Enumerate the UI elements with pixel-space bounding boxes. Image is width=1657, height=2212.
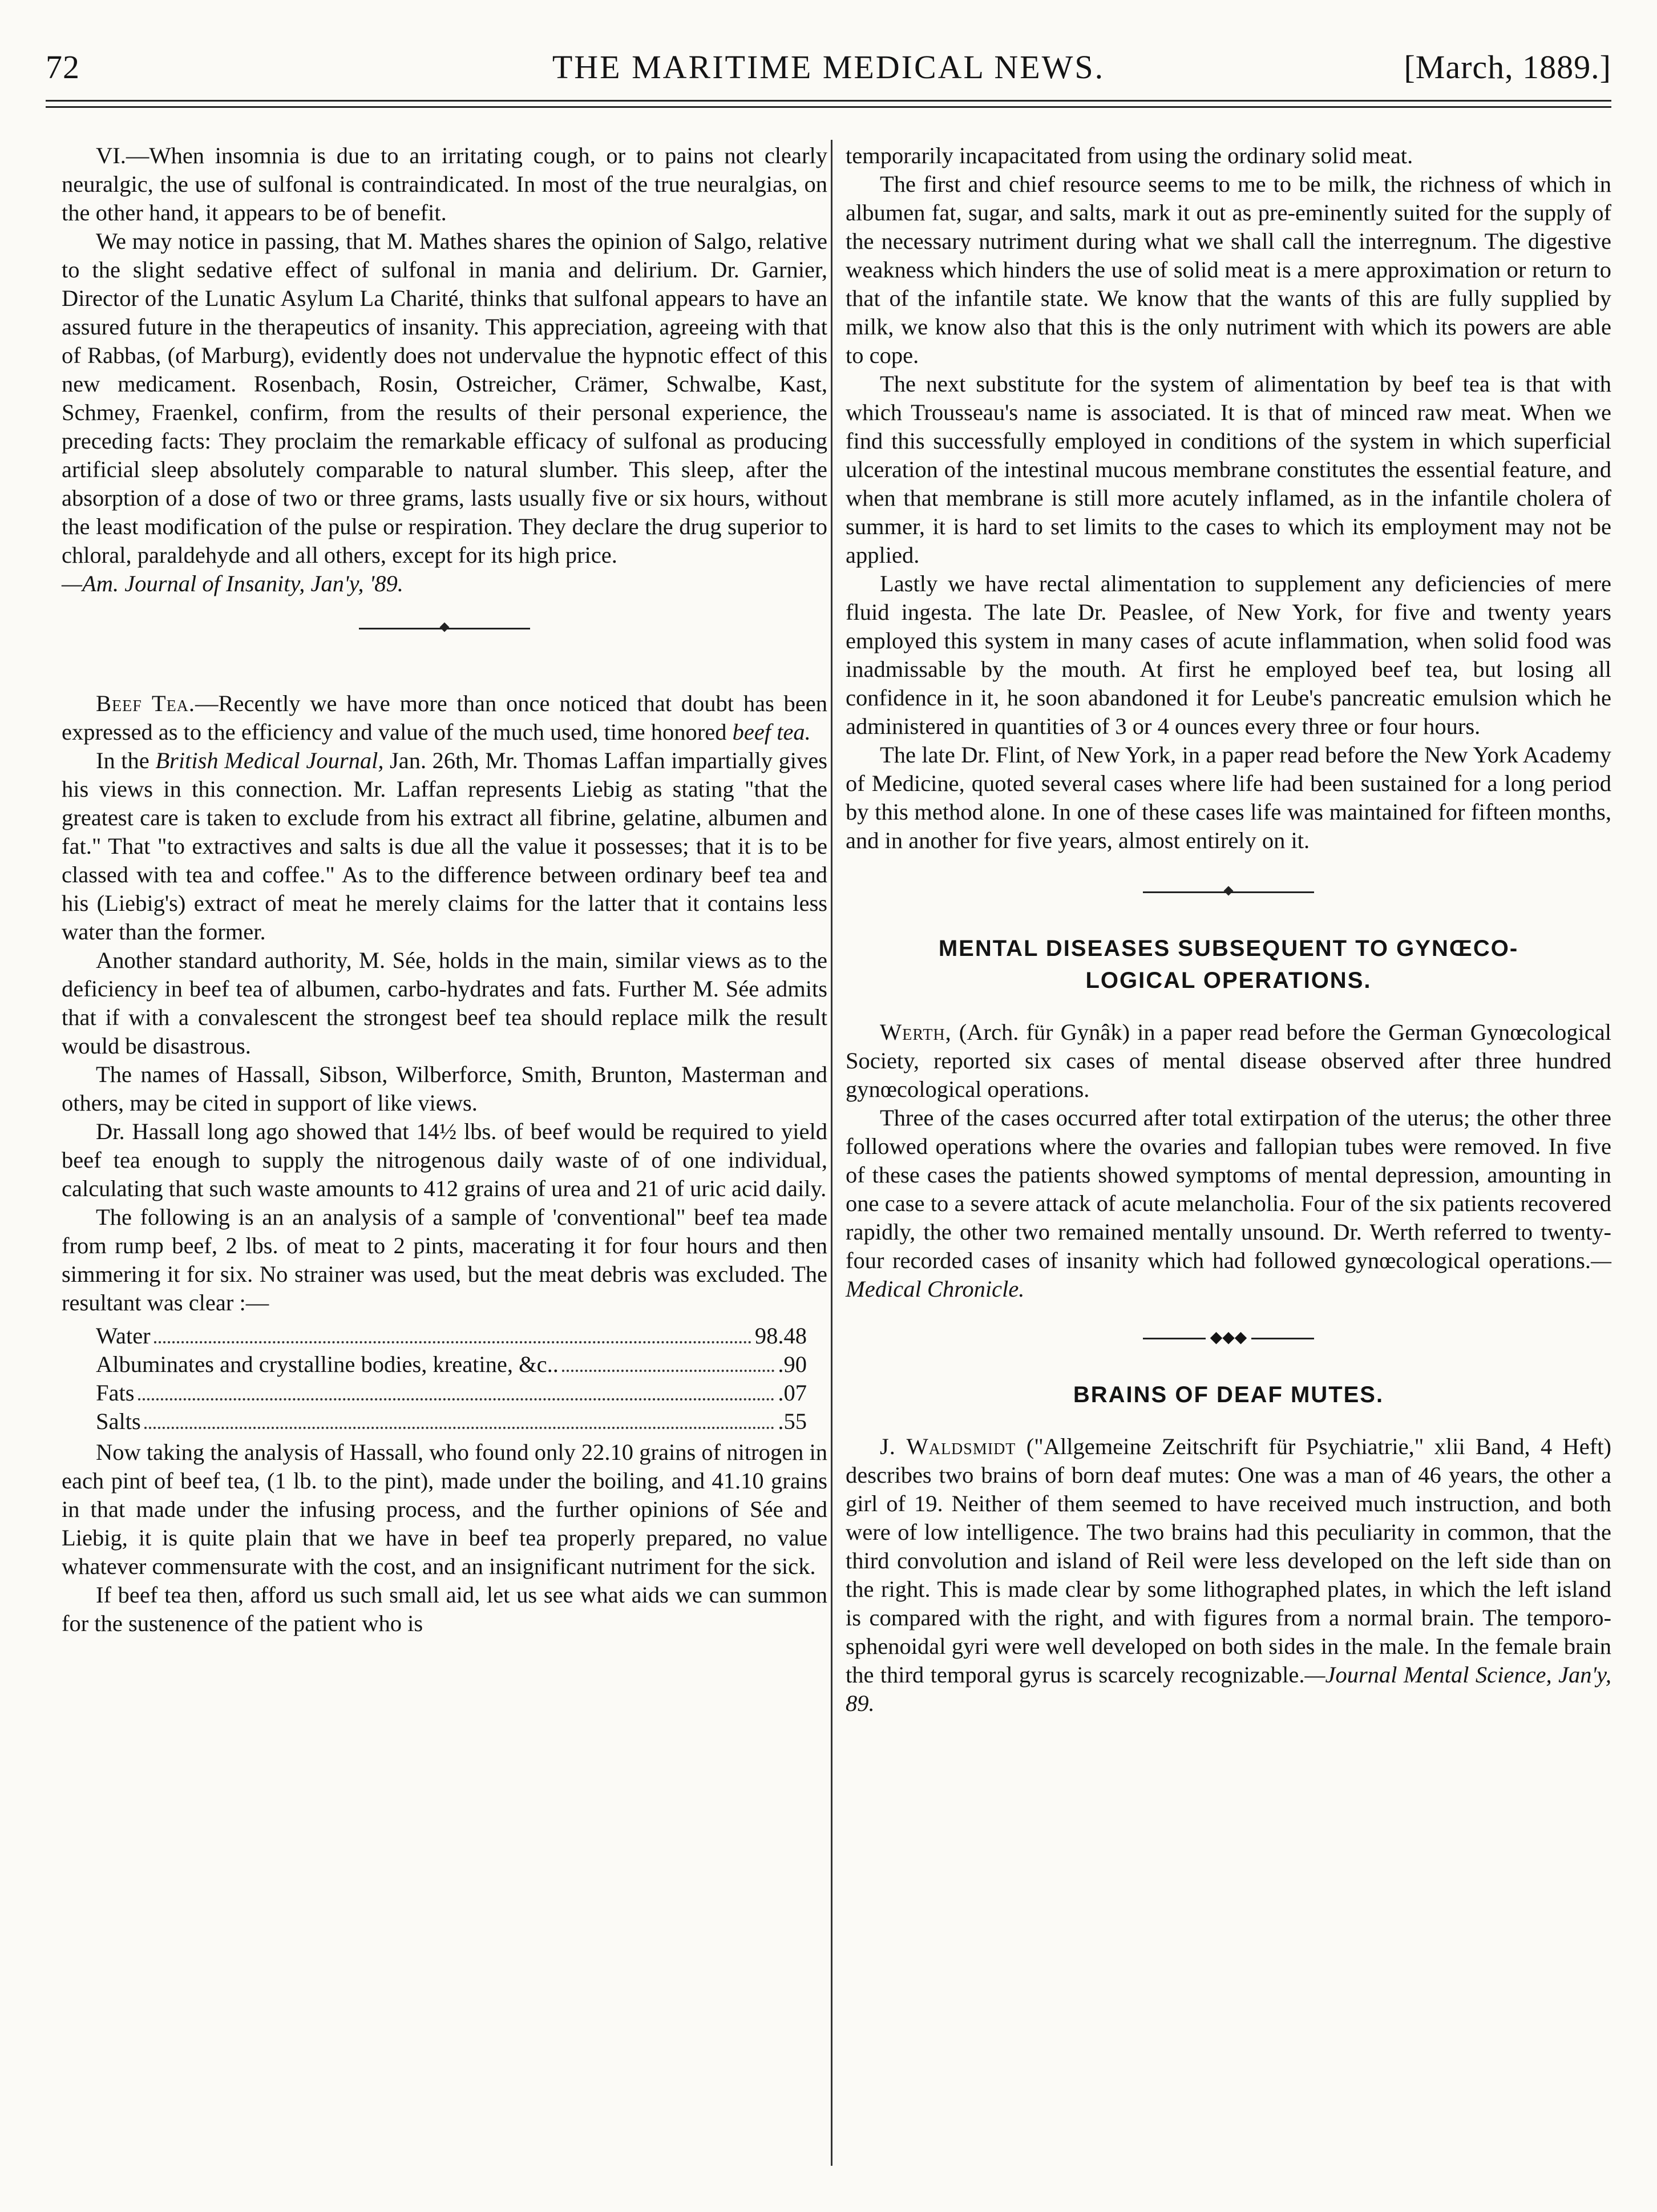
beef-tea-paragraph-5: Dr. Hassall long ago showed that 14½ lbs. of beef would be required to yield beef tea enough to supply the nitrogenous daily waste of of one individual, calculating that such waste amounts to 412 grains of urea and 21 of uric acid daily. bbox=[62, 1119, 827, 1201]
beef-tea-paragraph-7: Now taking the analysis of Hassall, who found only 22.10 grains of nitrogen in each pint of beef tea, (1 lb. to the pint), made under the boiling, and 41.10 grains in that made under the infusing process, and the further opinions of Sée and Liebig, it is quite plain that we have in beef tea properly prepared, no value whatever commensurate with the cost, and an insignificant nutriment for the sick. bbox=[62, 1439, 827, 1579]
section-ornament bbox=[62, 606, 827, 652]
mental-diseases-heading bbox=[846, 933, 1611, 996]
analysis-table bbox=[62, 1322, 827, 1436]
waldsmidt-paragraph bbox=[846, 1432, 1611, 1718]
sulfonal-source: —Am. Journal of Insanity, Jan'y, '89. bbox=[62, 571, 403, 596]
bmj-title: British Medical Journal, bbox=[155, 748, 384, 773]
page-number: 72 bbox=[46, 49, 80, 86]
analysis-row bbox=[62, 1379, 827, 1407]
journal-mental-science-source: —Journal Mental Science, Jan'y, 89. bbox=[846, 1662, 1611, 1716]
section-ornament bbox=[846, 870, 1611, 915]
ornament-dot bbox=[1224, 886, 1234, 896]
medical-chronicle-source: —Medical Chronicle. bbox=[846, 1248, 1611, 1302]
beef-tea-lead: Beef Tea. bbox=[96, 691, 196, 716]
milk-paragraph: The first and chief resource seems to me to be milk, the richness of which in albumen fat, sugar, and salts, mark it out as pre-eminently suited for the supply of the necessary nutriment during what we shall call the interregnum. The digestive weakness which hinders the use of solid meat is a mere approximation or return to that of the infantile state. We know that the wants of this are fully supplied by milk, we know also that this is the only nutriment with which its powers are able to cope. bbox=[846, 171, 1611, 368]
leader-dots bbox=[562, 1370, 774, 1372]
analysis-label: Salts bbox=[96, 1408, 141, 1434]
werth-paragraph-2-text: Three of the cases occurred after total extirpation of the uterus; the other three followed operations where the ovaries and fallopian tubes were removed. In five of these cases the patients showed symptoms of mental depression, amounting in one case to a severe attack of acute melancholia. Four of the six patients recovered rapidly, the other two remained mentally unsound. Dr. Werth referred to twenty-four recorded cases of insanity which had followed gynœcological operations. bbox=[846, 1105, 1611, 1273]
analysis-label: Fats bbox=[96, 1380, 135, 1406]
column-divider bbox=[831, 140, 832, 2166]
leader-dots bbox=[144, 1427, 775, 1429]
waldsmidt-lead: J. Waldsmidt bbox=[880, 1434, 1016, 1459]
sulfonal-paragraph-2 bbox=[62, 227, 827, 598]
analysis-label: Albuminates and crystalline bodies, kreatine, &c.. bbox=[96, 1351, 559, 1377]
sulfonal-paragraph-1: VI.—When insomnia is due to an irritating cough, or to pains not clearly neuralgic, the use of sulfonal is contraindicated. In most of the true neuralgias, on the other hand, it appears to be of benefit. bbox=[62, 143, 827, 225]
header-rule-top bbox=[46, 100, 1611, 102]
analysis-row bbox=[62, 1407, 827, 1436]
rectal-alimentation-paragraph: Lastly we have rectal alimentation to supplement any deficiencies of mere fluid ingesta. The late Dr. Peaslee, of New York, for five and twenty years employed this system in many cases of acute inflammation, when solid food was inadmissable by the mouth. At first he employed beef tea, but losing all confidence in it, he soon abandoned it for Leube's pancreatic emulsion which he administered in quantities of 3 or 4 ounces every three or four hours. bbox=[846, 571, 1611, 739]
analysis-label: Water bbox=[96, 1323, 151, 1349]
analysis-value: .55 bbox=[778, 1408, 807, 1434]
deaf-mutes-heading: BRAINS OF DEAF MUTES. bbox=[1073, 1382, 1384, 1407]
leader-dots bbox=[138, 1398, 775, 1400]
beef-tea-paragraph-2-b: Jan. 26th, Mr. Thomas Laffan impartially gives his views in this connection. Mr. Laffan represents Liebig as stating "that the greatest care is taken to exclude from his extract all fibrine, gelatine, albumen and fat." That "to extractives and salts is due all the value it possesses; that it is to be classed with tea and coffee." As to the difference between ordinary beef tea and his (Liebig's) extract of meat he merely claims for the latter that it contains less water than the former. bbox=[62, 748, 828, 944]
waldsmidt-paragraph-text: ("Allgemeine Zeitschrift für Psychiatrie," xlii Band, 4 Heft) describes two brains of born deaf mutes: One was a man of 46 years, the other a girl of 19. Neither of them seemed to have received much instruction, and both were of low intelligence. The two brains had this peculiarity in common, that the third convolution and island of Reil were less developed on the left side than on the right. This is made clear by some lithographed plates, in which the left island is compared with the right, and with figures from a normal brain. The temporo-sphenoidal gyri were well developed on both sides in the male. In the female brain the third temporal gyrus is scarcely recognizable. bbox=[846, 1434, 1612, 1688]
beef-tea-paragraph-8: If beef tea then, afford us such small aid, let us see what aids we can summon for the sustenence of the patient who is bbox=[62, 1582, 827, 1636]
beef-tea-paragraph-4: The names of Hassall, Sibson, Wilberforce, Smith, Brunton, Masterman and others, may be cited in support of like views. bbox=[62, 1061, 827, 1116]
header-rule-bottom bbox=[46, 106, 1611, 108]
werth-lead: Werth, bbox=[880, 1019, 952, 1045]
beef-tea-continued: temporarily incapacitated from using the ordinary solid meat. bbox=[846, 143, 1413, 168]
section-ornament bbox=[846, 1316, 1611, 1362]
beef-tea-paragraph-1 bbox=[62, 689, 827, 746]
analysis-value: .90 bbox=[778, 1351, 807, 1377]
werth-paragraph-1 bbox=[846, 1018, 1611, 1104]
beef-tea-paragraph-3: Another standard authority, M. Sée, holds in the main, similar views as to the deficiency in beef tea of albumen, carbo-hydrates and fats. Further M. Sée admits that if with a convalescent the strongest beef tea should replace milk the result would be disastrous. bbox=[62, 947, 827, 1059]
leader-dots bbox=[154, 1341, 751, 1343]
running-header bbox=[46, 45, 1611, 90]
dr-flint-paragraph: The late Dr. Flint, of New York, in a paper read before the New York Academy of Medicine, quoted several cases where life had been sustained for a long period by this method alone. In one of these cases life was maintained for fifteen months, and in another for five years, almost entirely on it. bbox=[846, 742, 1611, 853]
analysis-row bbox=[62, 1322, 827, 1350]
beef-tea-paragraph-6: The following is an an analysis of a sample of 'conventional" beef tea made from rump beef, 2 lbs. of meat to 2 pints, macerating it for four hours and then simmering it for six. No strainer was used, but the meat debris was excluded. The resultant was clear :— bbox=[62, 1204, 827, 1315]
werth-paragraph-1-text: (Arch. für Gynâk) in a paper read before the German Gynœcological Society, reported six cases of mental disease observed after three hundred gynœcological operations. bbox=[846, 1019, 1611, 1102]
left-column bbox=[62, 142, 827, 1638]
analysis-row bbox=[62, 1350, 827, 1379]
heading-line-1: MENTAL DISEASES SUBSEQUENT TO GYNŒCO- bbox=[938, 936, 1519, 961]
right-column bbox=[846, 142, 1611, 1718]
ornament-diamonds: ◆◆◆ bbox=[1206, 1330, 1251, 1346]
beef-tea-emphasis: beef tea. bbox=[732, 719, 811, 745]
beef-tea-paragraph-2-a: In the bbox=[96, 748, 156, 773]
beef-tea-paragraph-1-text: —Recently we have more than once noticed that doubt has been expressed as to the efficiency and value of the much used, time honored bbox=[62, 691, 827, 745]
raw-meat-paragraph: The next substitute for the system of alimentation by beef tea is that with which Trousseau's name is associated. It is that of minced raw meat. When we find this successfully employed in conditions of the system in which superficial ulceration of the intestinal mucous membrane constitutes the essential feature, and when that membrane is still more acutely inflamed, as in the infantile cholera of summer, it is hard to set limits to the cases to which its employment may not be applied. bbox=[846, 371, 1611, 568]
sulfonal-paragraph-2-text: We may notice in passing, that M. Mathes shares the opinion of Salgo, relative to the slight sedative effect of sulfonal in mania and delirium. Dr. Garnier, Director of the Lunatic Asylum La Charité, thinks that sulfonal appears to have an assured future in the therapeutics of insanity. This appreciation, agreeing with that of Rabbas, (of Marburg), evidently does not undervalue the hypnotic effect of this new medicament. Rosenbach, Rosin, Ostreicher, Crämer, Schwalbe, Kast, Schmey, Fraenkel, confirm, from the results of their personal experience, the preceding facts: They proclaim the remarkable efficacy of sulfonal as producing artificial sleep absolutely comparable to natural slumber. This sleep, after the absorption of a dose of two or three grams, lasts usually five or six hours, without the least modification of the pulse or respiration. They declare the drug superior to chloral, paraldehyde and all others, except for its high price. bbox=[62, 228, 827, 568]
beef-tea-paragraph-2 bbox=[62, 746, 827, 946]
analysis-value: 98.48 bbox=[754, 1323, 807, 1349]
analysis-value: .07 bbox=[778, 1380, 807, 1406]
issue-date: [March, 1889.] bbox=[1404, 49, 1611, 86]
ornament-dot bbox=[440, 623, 450, 632]
werth-paragraph-2 bbox=[846, 1104, 1611, 1303]
journal-title: THE MARITIME MEDICAL NEWS. bbox=[552, 49, 1105, 86]
heading-line-2: LOGICAL OPERATIONS. bbox=[1085, 968, 1372, 993]
